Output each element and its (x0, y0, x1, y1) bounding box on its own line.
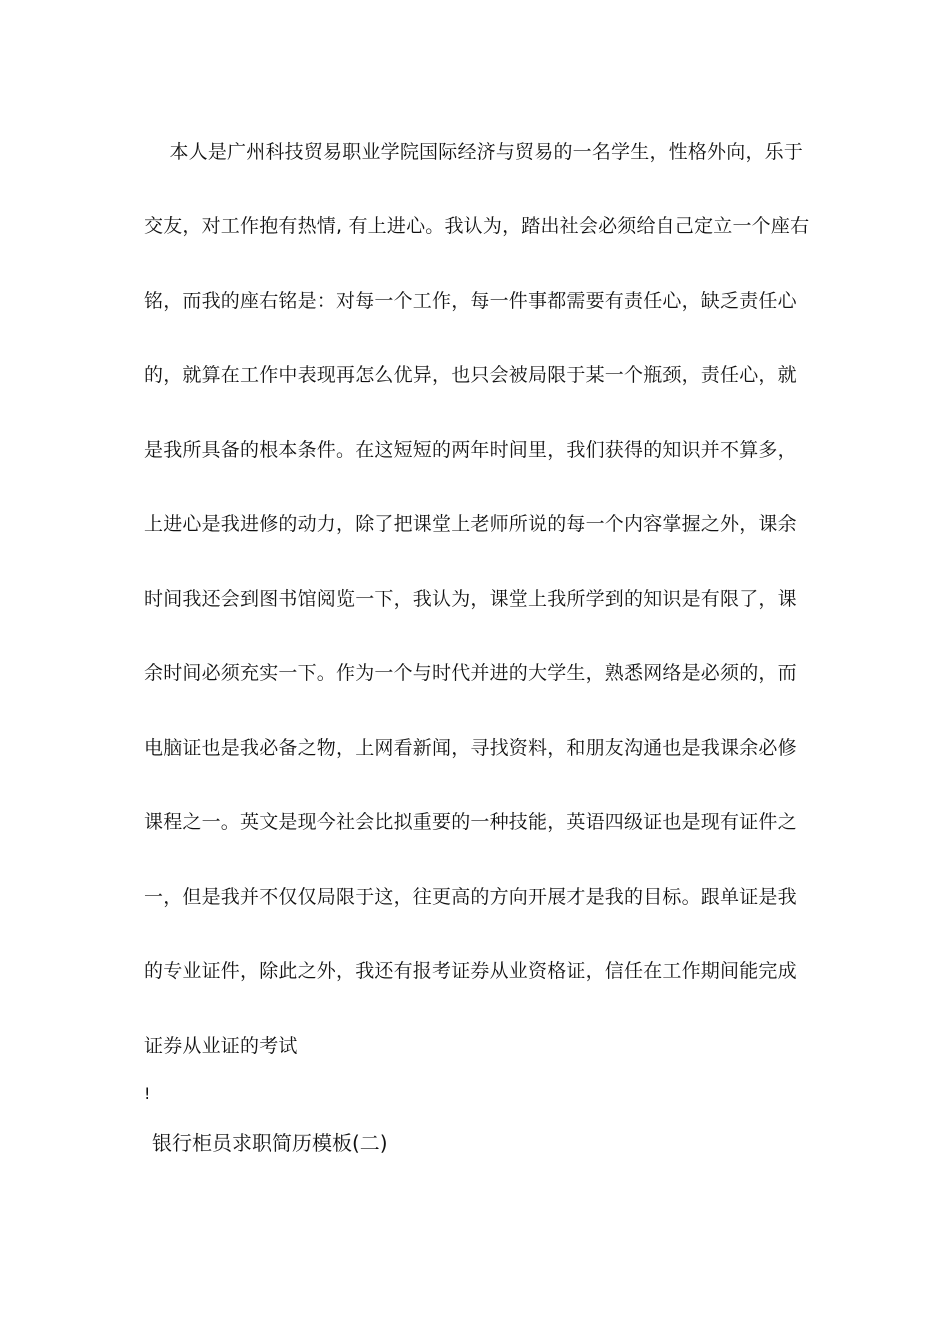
paragraph-line: 余时间必须充实一下。作为一个与时代并进的大学生，熟悉网络是必须的，而 (144, 662, 797, 684)
paragraph-line: 时间我还会到图书馆阅览一下，我认为，课堂上我所学到的知识是有限了，课 (144, 588, 797, 610)
section-heading: 银行柜员求职简历模板(二) (152, 1131, 388, 1155)
paragraph-line: 交友，对工作抱有热情, 有上进心。我认为，踏出社会必须给自己定立一个座右 (144, 215, 810, 237)
paragraph-line: 证券从业证的考试 (144, 1035, 298, 1057)
paragraph-line: 的，就算在工作中表现再怎么优异，也只会被局限于某一个瓶颈，责任心，就 (144, 364, 797, 386)
paragraph-line: 一，但是我并不仅仅局限于这，往更高的方向开展才是我的目标。跟单证是我 (144, 886, 797, 908)
paragraph-line: 的专业证件，除此之外，我还有报考证券从业资格证，信任在工作期间能完成 (144, 960, 797, 982)
paragraph-line: 是我所具备的根本条件。在这短短的两年时间里，我们获得的知识并不算多， (144, 439, 797, 461)
exclamation-mark: ! (144, 1084, 151, 1103)
paragraph-line: 电脑证也是我必备之物，上网看新闻，寻找资料，和朋友沟通也是我课余必修 (144, 737, 797, 759)
paragraph-line: 课程之一。英文是现今社会比拟重要的一种技能，英语四级证也是现有证件之 (144, 811, 797, 833)
paragraph-line: 上进心是我进修的动力，除了把课堂上老师所说的每一个内容掌握之外，课余 (144, 513, 797, 535)
paragraph-line: 本人是广州科技贸易职业学院国际经济与贸易的一名学生，性格外向，乐于 (144, 141, 804, 163)
paragraph-line: 铭，而我的座右铭是：对每一个工作，每一件事都需要有责任心，缺乏责任心 (144, 290, 797, 312)
